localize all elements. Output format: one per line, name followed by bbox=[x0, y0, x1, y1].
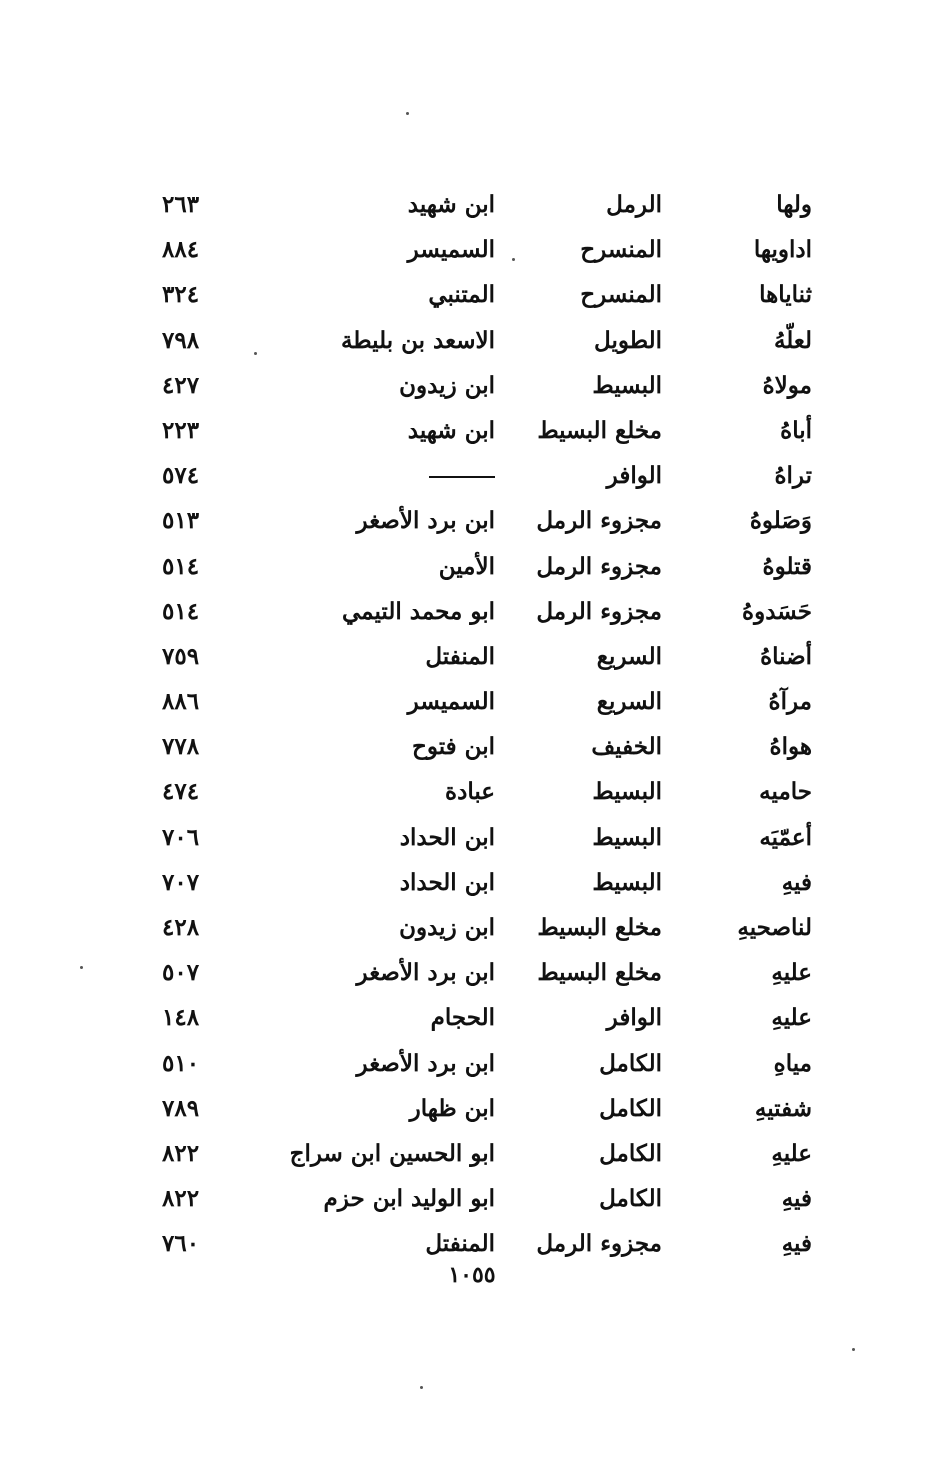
rhyme-cell: وَصَلوهُ bbox=[749, 507, 812, 535]
meter-cell: الوافر bbox=[606, 1004, 662, 1032]
rhyme-cell: اداويها bbox=[753, 236, 812, 264]
rhyme-cell: عليهِ bbox=[771, 1139, 812, 1167]
rhyme-cell: حاميه bbox=[759, 778, 812, 806]
meter-cell: الوافر bbox=[606, 462, 662, 490]
index-row bbox=[150, 272, 840, 317]
index-row bbox=[150, 1221, 840, 1266]
rhyme-cell: لناصحيهِ bbox=[737, 914, 812, 941]
page-ref-cell: ٢٢٣ bbox=[162, 416, 200, 444]
page-ref-cell: ٧٠٧ bbox=[162, 868, 200, 896]
meter-cell: مخلع البسيط bbox=[537, 914, 662, 941]
index-row bbox=[150, 1176, 840, 1221]
poet-cell: السميسر bbox=[407, 236, 495, 264]
poet-cell: ابن ظهار bbox=[409, 1094, 495, 1122]
poet-cell: الاسعد بن بليطة bbox=[340, 326, 495, 354]
meter-cell: مجزوء الرمل bbox=[536, 507, 662, 535]
meter-cell: مجزوء الرمل bbox=[536, 552, 662, 580]
page-ref-cell: ٨٢٢ bbox=[162, 1185, 200, 1213]
page-ref-cell: ٧٠٦ bbox=[162, 823, 200, 851]
page-ref-cell: ٨٨٤ bbox=[162, 236, 200, 264]
poet-cell: عبادة bbox=[445, 778, 495, 806]
poet-cell: ابن برد الأصغر bbox=[356, 1049, 495, 1077]
rhyme-cell: هواهُ bbox=[769, 733, 812, 761]
rhyme-cell: مياهِ bbox=[773, 1049, 812, 1077]
index-row bbox=[150, 498, 840, 543]
page-ref-cell: ٥٧٤ bbox=[162, 462, 200, 490]
page-ref-cell: ٥١٠ bbox=[162, 1049, 200, 1077]
rhyme-cell: فيهِ bbox=[781, 868, 812, 896]
index-row bbox=[150, 363, 840, 408]
rhyme-cell: مرآهُ bbox=[768, 688, 812, 716]
page-ref-cell: ٥٠٧ bbox=[162, 959, 200, 987]
poet-cell: ابن زيدون bbox=[399, 914, 495, 941]
index-row bbox=[150, 860, 840, 905]
poet-cell: ابن برد الأصغر bbox=[356, 507, 495, 535]
index-row bbox=[150, 1041, 840, 1086]
index-row bbox=[150, 408, 840, 453]
rhyme-cell: فيهِ bbox=[781, 1185, 812, 1213]
poet-cell: المنفتل bbox=[425, 642, 495, 670]
poet-unknown-dash bbox=[429, 476, 495, 478]
poet-cell: ابو محمد التيمي bbox=[342, 597, 495, 625]
rhyme-cell: ولها bbox=[776, 191, 812, 218]
page-ref-cell: ٧٦٠ bbox=[162, 1230, 200, 1258]
meter-cell: الرمل bbox=[606, 191, 662, 218]
page-number: ١٠٥٥ bbox=[448, 1262, 496, 1288]
index-row bbox=[150, 995, 840, 1040]
page-ref-cell: ٤٧٤ bbox=[162, 778, 200, 806]
rhyme-cell: أضناهُ bbox=[760, 642, 812, 670]
meter-cell: مخلع البسيط bbox=[537, 416, 662, 444]
page-ref-cell: ٥١٣ bbox=[162, 507, 200, 535]
print-speck bbox=[420, 1386, 423, 1389]
index-row bbox=[150, 634, 840, 679]
poet-cell: ابن شهيد bbox=[407, 191, 495, 218]
page-ref-cell: ٧٥٩ bbox=[162, 642, 200, 670]
page-ref-cell: ٨٢٢ bbox=[162, 1139, 200, 1167]
rhyme-cell: قتلوهُ bbox=[762, 552, 812, 580]
rhyme-index-table bbox=[150, 182, 840, 1267]
page-ref-cell: ١٤٨ bbox=[162, 1004, 200, 1032]
rhyme-cell: حَسَدوهُ bbox=[742, 597, 812, 625]
rhyme-cell: شفتيهِ bbox=[754, 1094, 812, 1122]
poet-cell: ابن الحداد bbox=[399, 868, 495, 896]
meter-cell: الكامل bbox=[599, 1049, 662, 1077]
meter-cell: الكامل bbox=[599, 1139, 662, 1167]
page-ref-cell: ٧٨٩ bbox=[162, 1094, 200, 1122]
rhyme-cell: فيهِ bbox=[781, 1230, 812, 1258]
rhyme-cell: لعلّهُ bbox=[773, 326, 812, 354]
index-row bbox=[150, 815, 840, 860]
poet-cell: ابن شهيد bbox=[407, 416, 495, 444]
poet-cell: ابن برد الأصغر bbox=[356, 959, 495, 987]
meter-cell: الطويل bbox=[594, 326, 662, 354]
rhyme-cell: تراهُ bbox=[774, 462, 812, 490]
meter-cell: مجزوء الرمل bbox=[536, 597, 662, 625]
index-row bbox=[150, 589, 840, 634]
rhyme-cell: أعمّيَه bbox=[759, 823, 812, 851]
page-ref-cell: ٤٢٧ bbox=[162, 371, 200, 399]
poet-cell: المتنبي bbox=[428, 281, 495, 309]
page-ref-cell: ٣٢٤ bbox=[162, 281, 200, 309]
poet-cell: ابن فتوح bbox=[412, 733, 495, 761]
index-row bbox=[150, 182, 840, 227]
index-row bbox=[150, 950, 840, 995]
rhyme-cell: مولاهُ bbox=[762, 371, 812, 399]
rhyme-cell: ثناياها bbox=[759, 281, 812, 309]
page-ref-cell: ٥١٤ bbox=[162, 552, 200, 580]
meter-cell: السريع bbox=[596, 642, 662, 670]
print-speck bbox=[406, 112, 409, 115]
index-row bbox=[150, 544, 840, 589]
meter-cell: السريع bbox=[596, 688, 662, 716]
rhyme-cell: عليهِ bbox=[771, 1004, 812, 1032]
page-ref-cell: ٨٨٦ bbox=[162, 688, 200, 716]
poet-cell: الحجام bbox=[430, 1004, 495, 1032]
meter-cell: الكامل bbox=[599, 1094, 662, 1122]
meter-cell: البسيط bbox=[592, 371, 662, 399]
meter-cell: الخفيف bbox=[591, 733, 662, 761]
index-row bbox=[150, 769, 840, 814]
rhyme-cell: عليهِ bbox=[771, 959, 812, 987]
meter-cell: المنسرح bbox=[580, 281, 662, 309]
poet-cell: ابو الوليد ابن حزم bbox=[323, 1185, 495, 1213]
poet-cell: المنفتل bbox=[425, 1230, 495, 1258]
page-ref-cell: ٥١٤ bbox=[162, 597, 200, 625]
poet-cell: ابو الحسين ابن سراج bbox=[289, 1139, 495, 1167]
meter-cell: المنسرح bbox=[580, 236, 662, 264]
index-row bbox=[150, 1086, 840, 1131]
meter-cell: البسيط bbox=[592, 823, 662, 851]
index-row bbox=[150, 318, 840, 363]
print-speck bbox=[852, 1348, 855, 1351]
page-ref-cell: ٢٦٣ bbox=[162, 191, 200, 218]
page-ref-cell: ٧٩٨ bbox=[162, 326, 200, 354]
rhyme-cell: أباهُ bbox=[780, 416, 812, 444]
index-row bbox=[150, 724, 840, 769]
meter-cell: مجزوء الرمل bbox=[536, 1230, 662, 1258]
poet-cell bbox=[265, 453, 495, 498]
index-row bbox=[150, 679, 840, 724]
meter-cell: البسيط bbox=[592, 778, 662, 806]
poet-cell: الأمين bbox=[438, 552, 495, 580]
page-ref-cell: ٤٢٨ bbox=[162, 914, 200, 941]
poet-cell: السميسر bbox=[407, 688, 495, 716]
poet-cell: ابن زيدون bbox=[399, 371, 495, 399]
meter-cell: البسيط bbox=[592, 868, 662, 896]
meter-cell: الكامل bbox=[599, 1185, 662, 1213]
index-row bbox=[150, 227, 840, 272]
meter-cell: مخلع البسيط bbox=[537, 959, 662, 987]
index-row bbox=[150, 1131, 840, 1176]
print-speck bbox=[80, 966, 83, 969]
poet-cell: ابن الحداد bbox=[399, 823, 495, 851]
page-ref-cell: ٧٧٨ bbox=[162, 733, 200, 761]
index-row bbox=[150, 905, 840, 950]
index-row bbox=[150, 453, 840, 498]
